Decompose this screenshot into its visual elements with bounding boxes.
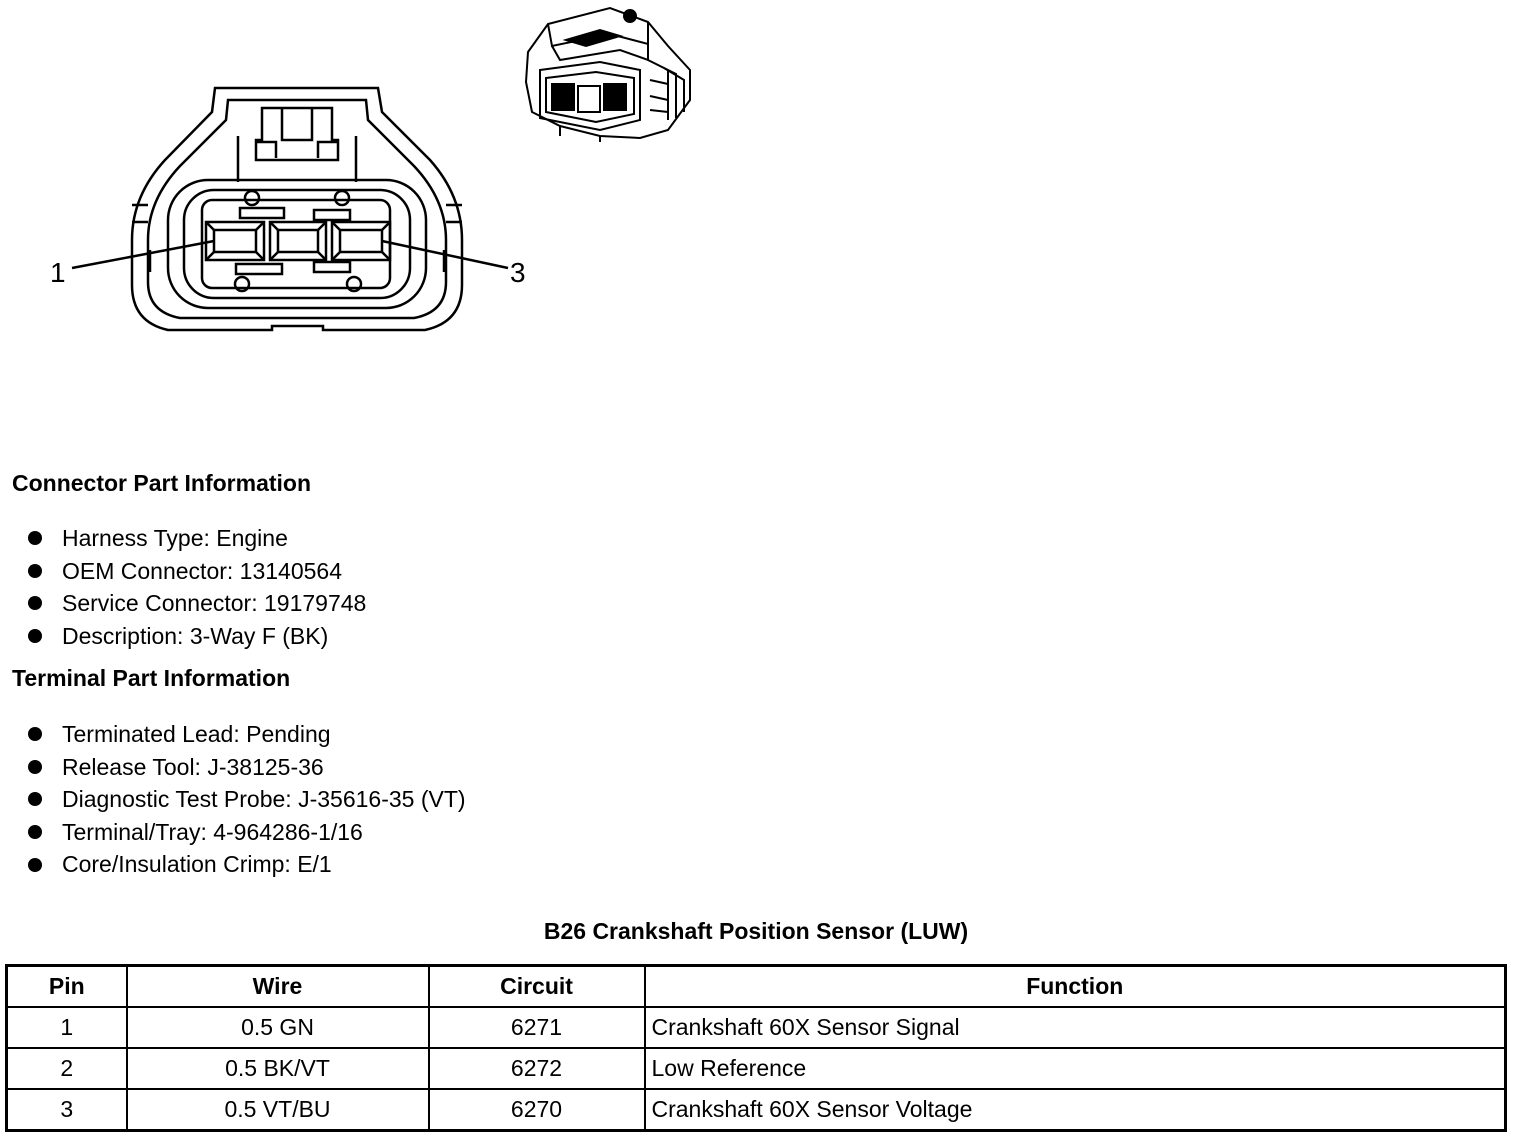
table-row bbox=[7, 1048, 1506, 1089]
bullet-icon bbox=[28, 825, 42, 839]
bullet-icon bbox=[28, 596, 42, 610]
header-pin: Pin bbox=[7, 966, 127, 1008]
bullet-icon bbox=[28, 858, 42, 872]
list-item: Harness Type: Engine bbox=[28, 522, 366, 555]
pinout-table bbox=[5, 964, 1507, 1132]
list-item: Release Tool: J-38125-36 bbox=[28, 751, 466, 784]
list-item: OEM Connector: 13140564 bbox=[28, 555, 366, 588]
cell-function: Crankshaft 60X Sensor Signal bbox=[645, 1007, 1506, 1048]
list-item: Service Connector: 19179748 bbox=[28, 587, 366, 620]
connector-diagram bbox=[0, 0, 1520, 430]
terminal-part-info-list bbox=[28, 718, 466, 881]
list-item: Terminal/Tray: 4-964286-1/16 bbox=[28, 816, 466, 849]
cell-function: Crankshaft 60X Sensor Voltage bbox=[645, 1089, 1506, 1131]
cell-function: Low Reference bbox=[645, 1048, 1506, 1089]
header-function: Function bbox=[645, 966, 1506, 1008]
table-header-row bbox=[7, 966, 1506, 1008]
connector-iso-view bbox=[526, 8, 690, 142]
bullet-icon bbox=[28, 531, 42, 545]
list-item: Terminated Lead: Pending bbox=[28, 718, 466, 751]
cell-circuit: 6270 bbox=[429, 1089, 645, 1131]
cell-circuit: 6272 bbox=[429, 1048, 645, 1089]
connector-part-info-heading: Connector Part Information bbox=[12, 470, 312, 496]
list-item: Diagnostic Test Probe: J-35616-35 (VT) bbox=[28, 783, 466, 816]
cell-pin: 3 bbox=[7, 1089, 127, 1131]
pin-label-1: 1 bbox=[50, 257, 66, 288]
cell-wire: 0.5 BK/VT bbox=[127, 1048, 429, 1089]
terminal-part-info-heading: Terminal Part Information bbox=[12, 665, 291, 691]
cell-wire: 0.5 VT/BU bbox=[127, 1089, 429, 1131]
bullet-icon bbox=[28, 564, 42, 578]
connector-face-view bbox=[72, 88, 508, 330]
cell-circuit: 6271 bbox=[429, 1007, 645, 1048]
list-item: Description: 3-Way F (BK) bbox=[28, 620, 366, 653]
pin-label-3: 3 bbox=[510, 257, 526, 288]
cell-pin: 2 bbox=[7, 1048, 127, 1089]
table-title: B26 Crankshaft Position Sensor (LUW) bbox=[543, 918, 969, 944]
connector-part-info-list bbox=[28, 522, 366, 652]
bullet-icon bbox=[28, 727, 42, 741]
list-item: Core/Insulation Crimp: E/1 bbox=[28, 848, 466, 881]
header-wire: Wire bbox=[127, 966, 429, 1008]
bullet-icon bbox=[28, 792, 42, 806]
table-row bbox=[7, 1007, 1506, 1048]
bullet-icon bbox=[28, 760, 42, 774]
cell-wire: 0.5 GN bbox=[127, 1007, 429, 1048]
bullet-icon bbox=[28, 629, 42, 643]
cell-pin: 1 bbox=[7, 1007, 127, 1048]
header-circuit: Circuit bbox=[429, 966, 645, 1008]
table-row bbox=[7, 1089, 1506, 1131]
